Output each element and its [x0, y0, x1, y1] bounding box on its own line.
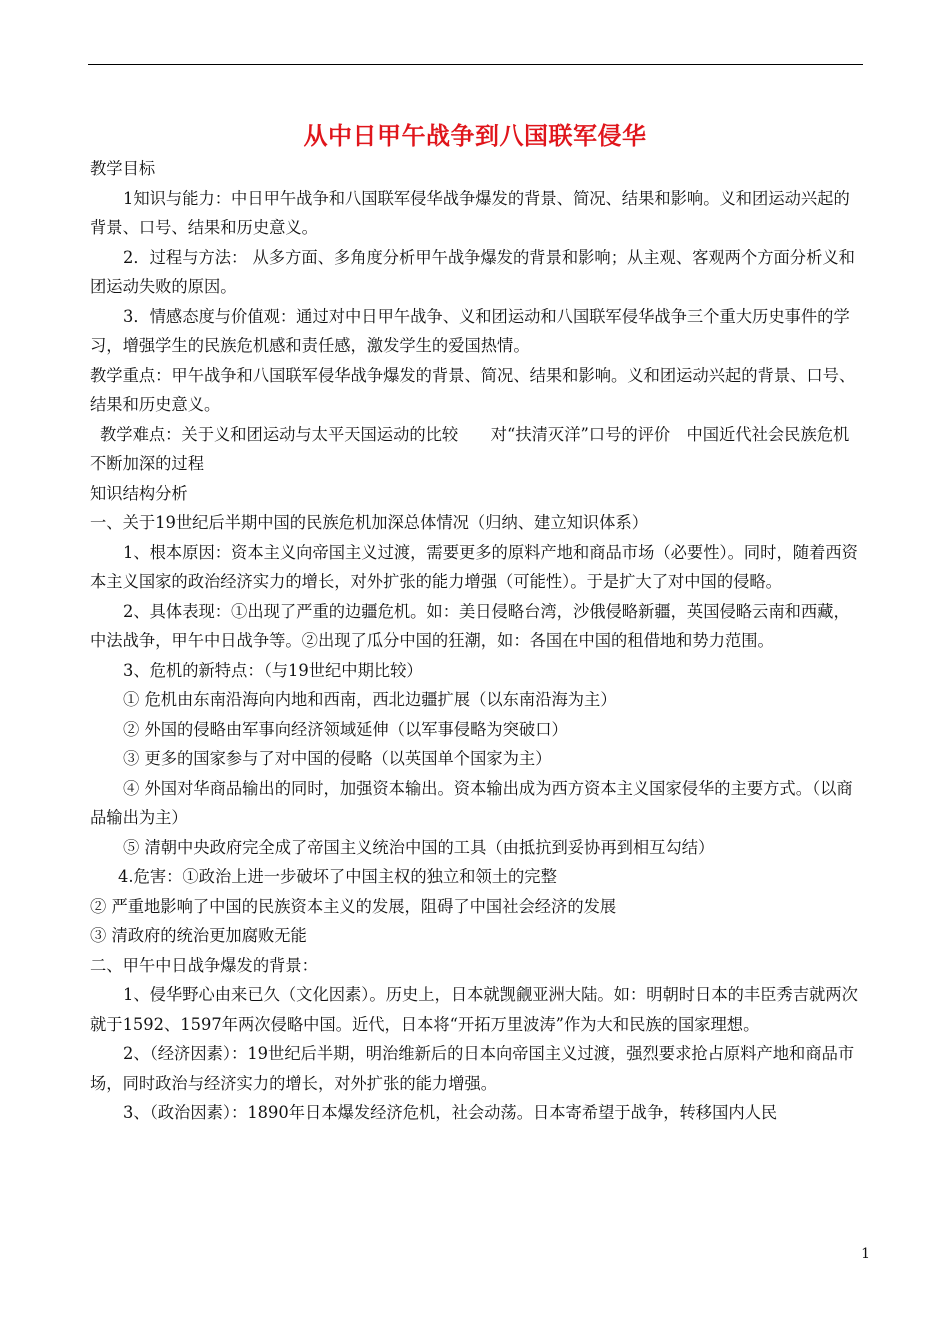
paragraph-background-1: 1、侵华野心由来已久（文化因素）。历史上，日本就觊觎亚洲大陆。如：明朝时日本的丰臣秀吉就两次就于1592、1597年两次侵略中国。近代，日本将“开拓万里波涛”作为大和民族的国家理想。 [90, 985, 858, 1034]
list-item-harm-3: ③ 清政府的统治更加腐败无能 [90, 926, 307, 945]
paragraph-harms: 4.危害：①政治上进一步破坏了中国主权的独立和领土的完整 [118, 867, 557, 886]
paragraph-background-2: 2、（经济因素）：19世纪后半期，明治维新后的日本向帝国主义过渡，强烈要求抢占原料产地和商品市场，同时政治与经济实力的增长，对外扩张的能力增强。 [90, 1044, 855, 1093]
list-item-feature-5: ⑤ 清朝中央政府完全成了帝国主义统治中国的工具（由抵抗到妥协再到相互勾结） [123, 837, 715, 857]
list-item-feature-4: ④ 外国对华商品输出的同时，加强资本输出。资本输出成为西方资本主义国家侵华的主要方式。（以商品输出为主） [90, 778, 853, 827]
paragraph-objective-3: 3．情感态度与价值观：通过对中日甲午战争、义和团运动和八国联军侵华战争三个重大历史事件的学习，增强学生的民族危机感和责任感，激发学生的爱国热情。 [90, 306, 850, 355]
list-item-feature-3: ③ 更多的国家参与了对中国的侵略（以英国单个国家为主） [123, 749, 552, 768]
paragraph-root-cause: 1、根本原因：资本主义向帝国主义过渡，需要更多的原料产地和商品市场（必要性）。同时，随着西资本主义国家的政治经济实力的增长，对外扩张的能力增强（可能性）。于是扩大了对中国的侵略。 [90, 542, 858, 591]
list-item-feature-1: ① 危机由东南沿海向内地和西南，西北边疆扩展（以东南沿海为主） [123, 690, 617, 709]
paragraph-manifestations: 2、具体表现：①出现了严重的边疆危机。如：美日侵略台湾，沙俄侵略新疆，英国侵略云南和西藏，中法战争，甲午中日战争等。②出现了瓜分中国的狂潮，如：各国在中国的租借地和势力范围。 [90, 601, 850, 650]
paragraph-objective-1: 1知识与能力：中日甲午战争和八国联军侵华战争爆发的背景、简况、结果和影响。义和团运动兴起的背景、口号、结果和历史意义。 [90, 188, 850, 237]
section-heading-analysis: 知识结构分析 [90, 483, 188, 503]
list-item-harm-2: ② 严重地影响了中国的民族资本主义的发展，阻碍了中国社会经济的发展 [90, 896, 617, 916]
paragraph-key-points: 教学重点：甲午战争和八国联军侵华战争爆发的背景、简况、结果和影响。义和团运动兴起的背景、口号、结果和历史意义。 [90, 365, 856, 414]
paragraph-new-features: 3、危机的新特点：（与19世纪中期比较） [123, 660, 423, 680]
section-heading-two: 二、甲午中日战争爆发的背景： [90, 955, 318, 975]
paragraph-objective-2: 2．过程与方法： 从多方面、多角度分析甲午战争爆发的背景和影响；从主观、客观两个方面分析义和团运动失败的原因。 [90, 247, 855, 296]
paragraph-difficulties: 教学难点：关于义和团运动与太平天国运动的比较 对“扶清灭洋”口号的评价 中国近代社会民族危机不断加深的过程 [90, 424, 850, 473]
section-heading-objectives: 教学目标 [90, 159, 156, 178]
paragraph-background-3: 3、（政治因素）：1890年日本爆发经济危机，社会动荡。日本寄希望于战争，转移国内人民 [123, 1103, 778, 1122]
header-rule [88, 64, 863, 65]
section-heading-one: 一、关于19世纪后半期中国的民族危机加深总体情况（归纳、建立知识体系） [90, 513, 649, 532]
document-body [90, 154, 862, 1128]
list-item-feature-2: ② 外国的侵略由军事向经济领域延伸（以军事侵略为突破口） [123, 719, 568, 739]
page-title: 从中日甲午战争到八国联军侵华 [303, 121, 647, 150]
page-number: 1 [861, 1246, 870, 1262]
